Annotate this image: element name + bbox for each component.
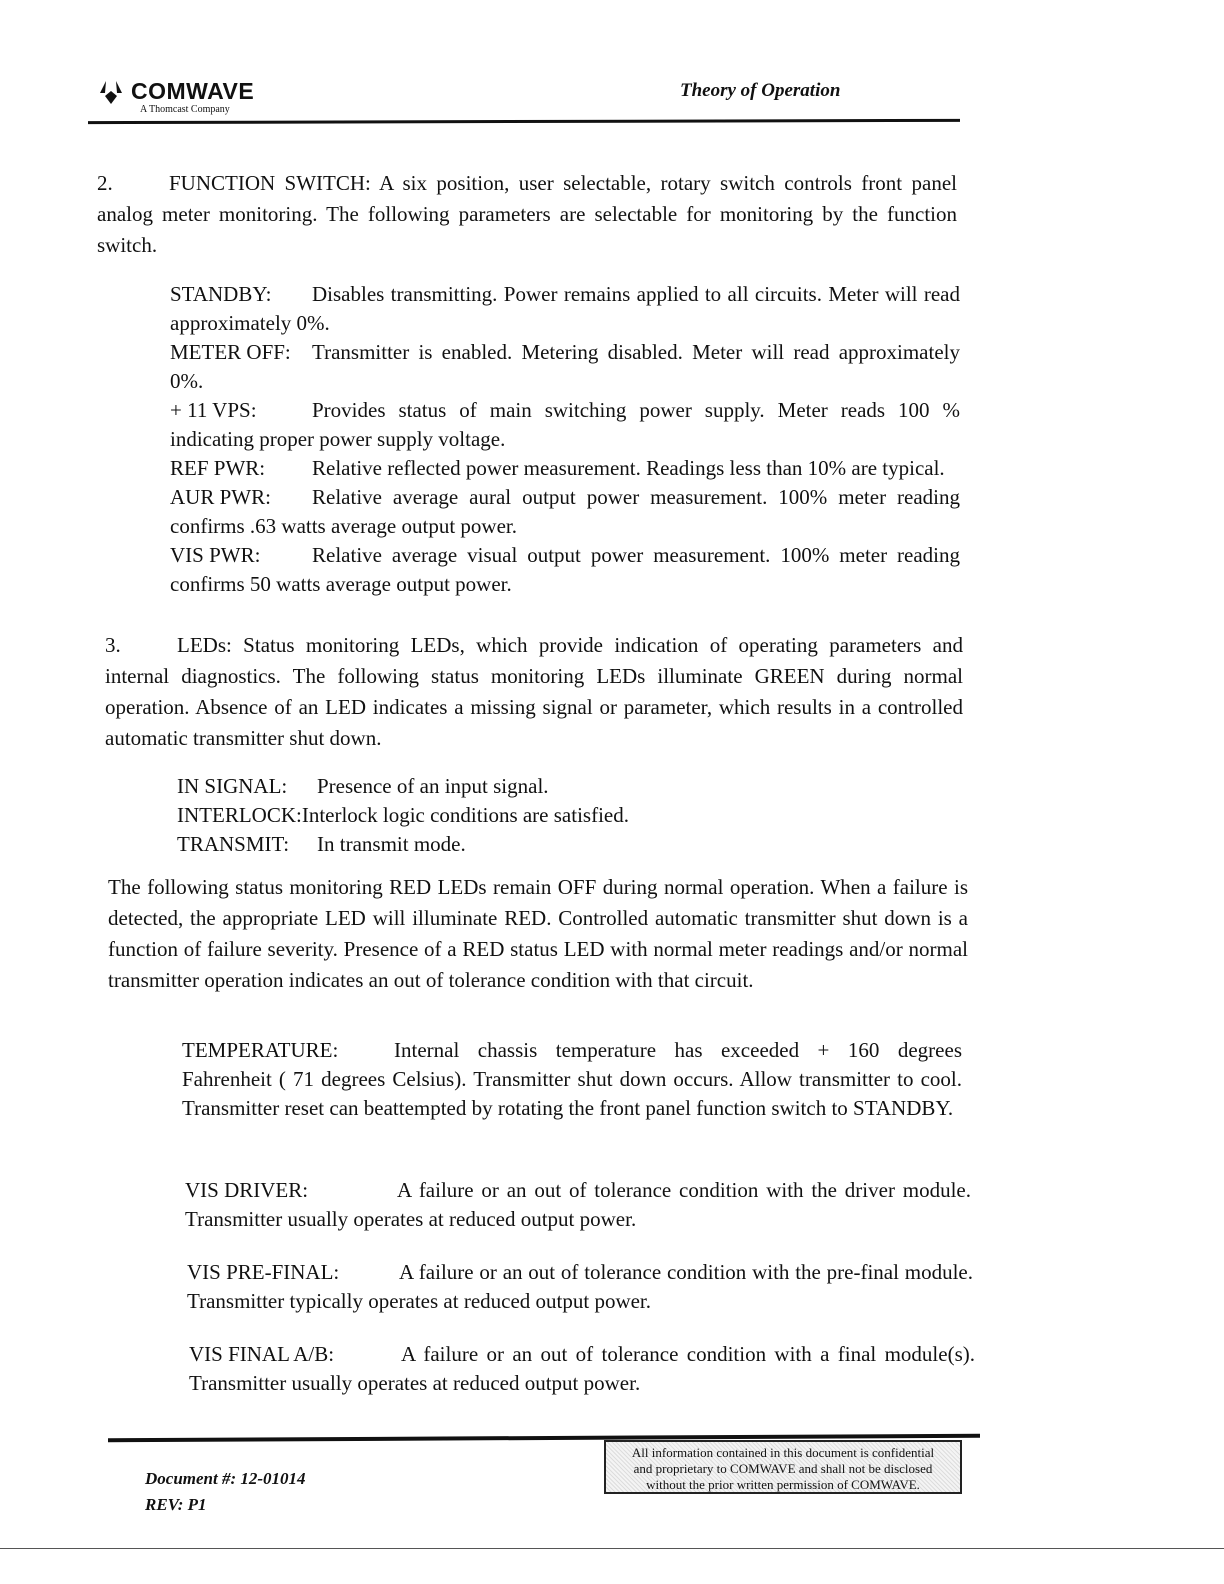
logo-subtitle: A Thomcast Company: [140, 104, 230, 115]
revision: REV: P1: [145, 1495, 207, 1514]
red-led-item: VIS DRIVER: A failure or an out of tolerance condition with the driver module. Transmitter usually operates at reduced output power.: [185, 1178, 971, 1231]
section-text: FUNCTION SWITCH: A six position, user selectable, rotary switch controls front panel analog meter monitoring. The following parameters are selectable for monitoring by the function switch.: [97, 171, 957, 257]
logo-text: COMWAVE: [131, 78, 255, 104]
red-led-item: VIS PRE-FINAL: A failure or an out of tolerance condition with the pre-final module. Transmitter typically operates at reduced output power.: [187, 1260, 973, 1313]
company-logo: [97, 78, 254, 105]
list-item: + 11 VPS: Provides status of main switching power supply. Meter reads 100 % indicating proper power supply voltage.: [170, 398, 960, 451]
red-led-item: TEMPERATURE: Internal chassis temperature has exceeded + 160 degrees Fahrenheit ( 71 degrees Celsius). Transmitter shut down occurs. Allow transmitter to cool. Transmitter reset can beattempted by rotating the front panel function switch to STANDBY.: [182, 1038, 962, 1120]
section-text: LEDs: Status monitoring LEDs, which provide indication of operating parameters and internal diagnostics. The following status monitoring LEDs illuminate GREEN during normal operation. Absence of an LED indicates a missing signal or parameter, which results in a controlled automatic transmitter shut down.: [105, 633, 963, 750]
header-title: Theory of Operation: [680, 80, 841, 101]
header-rule: [88, 119, 960, 124]
list-item: REF PWR: Relative reflected power measurement. Readings less than 10% are typical.: [170, 456, 945, 480]
comwave-logo-icon: [97, 79, 125, 105]
list-item: INTERLOCK:Interlock logic conditions are satisfied.: [177, 803, 629, 827]
document-info: [145, 1466, 306, 1518]
scan-edge-line: [0, 1548, 1224, 1549]
section-2: [97, 168, 957, 261]
function-list: [170, 280, 960, 599]
section-number: 3.: [105, 633, 121, 657]
list-item: AUR PWR: Relative average aural output power measurement. 100% meter reading confirms .63 watts average output power.: [170, 485, 960, 538]
red-led-intro: The following status monitoring RED LEDs remain OFF during normal operation. When a failure is detected, the appropriate LED will illuminate RED. Controlled automatic transmitter shut down is a function of failure severity. Presence of a RED status LED with normal meter readings and/or normal transmitter operation indicates an out of tolerance condition with that circuit.: [108, 875, 968, 992]
list-item: METER OFF: Transmitter is enabled. Metering disabled. Meter will read approximately 0%.: [170, 340, 960, 393]
confidential-notice: All information contained in this document is confidential and proprietary to COMWAVE and shall not be disclosed without the prior written permission of COMWAVE.: [604, 1440, 962, 1494]
section-number: 2.: [97, 171, 113, 195]
section-3: [105, 630, 963, 754]
list-item: STANDBY: Disables transmitting. Power remains applied to all circuits. Meter will read approximately 0%.: [170, 282, 960, 335]
list-item: TRANSMIT: In transmit mode.: [177, 832, 466, 856]
list-item: IN SIGNAL: Presence of an input signal.: [177, 774, 549, 798]
red-led-item: VIS FINAL A/B: A failure or an out of tolerance condition with a final module(s). Transmitter usually operates at reduced output power.: [189, 1342, 975, 1395]
green-led-list: [177, 772, 957, 859]
list-item: VIS PWR: Relative average visual output power measurement. 100% meter reading confirms 50 watts average output power.: [170, 543, 960, 596]
document-number: Document #: 12-01014: [145, 1469, 306, 1488]
